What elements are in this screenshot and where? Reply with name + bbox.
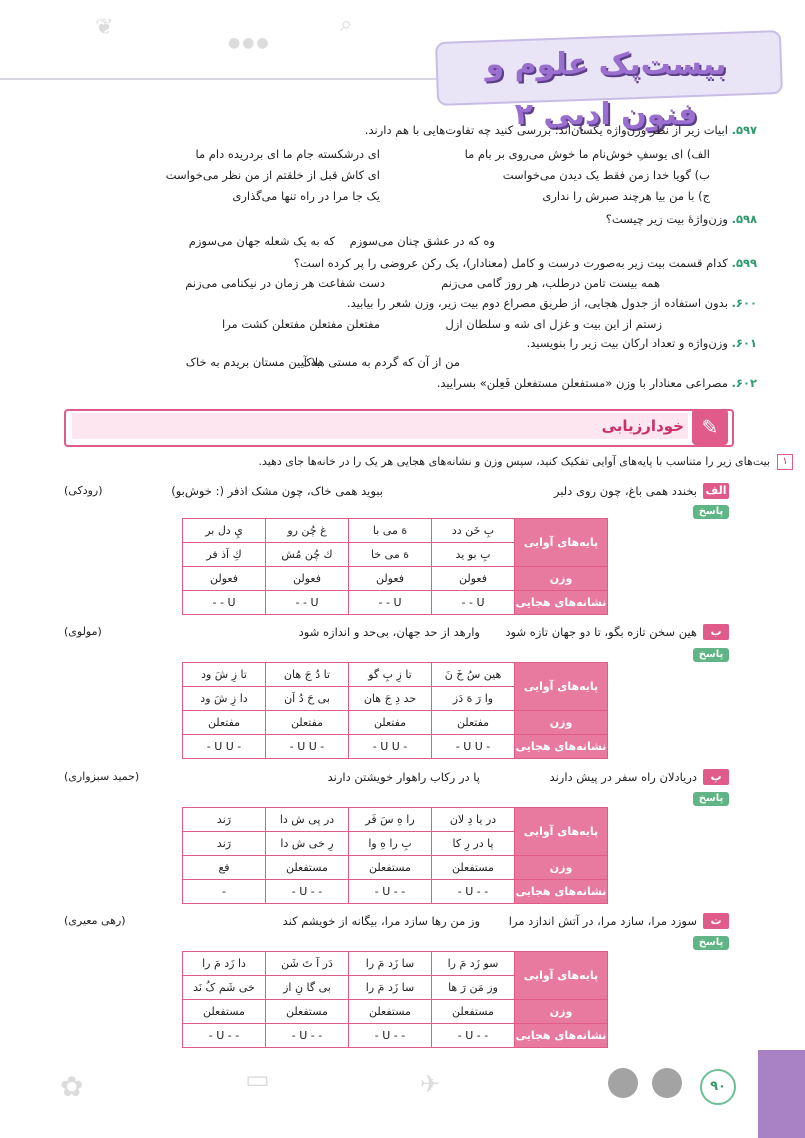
- verse-right: هین سخن تازه بگو، تا دو جهان تازه شود: [505, 625, 697, 639]
- table-cell: مفتعلن: [349, 711, 432, 735]
- verse-left: یک جا مرا در راه تنها می‌گذاری: [232, 189, 380, 203]
- item-tag: الف: [703, 483, 729, 499]
- question-602: ۶۰۲. مصراعی معنادار با وزن «مستفعلن مستفعلن فَعِلن» بسرایید.: [436, 376, 757, 390]
- table-cell: - - U -: [432, 1024, 515, 1048]
- verse-right: الف) ای یوسفِ خوش‌نام ما خوش می‌روی بر بام ما: [464, 147, 710, 161]
- verse-left: وز من رها سازد مرا، بیگانه از خویشم کند: [282, 914, 480, 928]
- wallet-doodle-icon: ▭: [245, 1065, 270, 1095]
- table-cell: در پی ش دا: [266, 808, 349, 832]
- bird-doodle-icon: ✈: [420, 1070, 441, 1098]
- table-cell: ك چُن مُش: [266, 543, 349, 567]
- nav-dot: [608, 1068, 638, 1098]
- table-cell: مستفعلن: [266, 856, 349, 880]
- verse-left: ای درشکسته جام ما ای بردریده دام ما: [195, 147, 380, 161]
- table-cell: U - -: [432, 591, 515, 615]
- row-label: وزن: [515, 1000, 608, 1024]
- exercise-number: ۱: [777, 454, 793, 470]
- flower-doodle-icon: ✿: [60, 1070, 84, 1103]
- table-cell: فعولن: [349, 567, 432, 591]
- table-cell: مستفعلن: [349, 856, 432, 880]
- table-cell: رَند: [183, 832, 266, 856]
- table-cell: رِ خی ش دا: [266, 832, 349, 856]
- magnifier-doodle-icon: ⌕: [340, 12, 353, 37]
- verse-right: زستم از این بیت و غزل ای شه و سلطان ازل: [445, 317, 662, 331]
- table-cell: - U U -: [266, 735, 349, 759]
- table-cell: بِ خَن دد: [432, 519, 515, 543]
- table-cell: - U U -: [349, 735, 432, 759]
- table-cell: فع: [183, 856, 266, 880]
- table-cell: سا زَد مَ را: [349, 952, 432, 976]
- table-cell: -: [183, 880, 266, 904]
- table-cell: مفتعلن: [432, 711, 515, 735]
- page-number: ۹۰: [700, 1069, 736, 1105]
- table-cell: در یا دِ لان: [432, 808, 515, 832]
- table-cell: U - -: [266, 591, 349, 615]
- row-label: نشانه‌های هجایی: [515, 880, 608, 904]
- table-cell: كِ اَذ فر: [183, 543, 266, 567]
- poet-name: (حمید سبزواری): [64, 770, 140, 783]
- table-row: [183, 856, 608, 880]
- row-label: پایه‌های آوایی: [515, 952, 608, 1000]
- table-cell: فعولن: [432, 567, 515, 591]
- row-label: وزن: [515, 711, 608, 735]
- table-cell: بِ بو يد: [432, 543, 515, 567]
- table-cell: مفتعلن: [266, 711, 349, 735]
- table-cell: مفتعلن: [183, 711, 266, 735]
- chapter-side-tab: [758, 1050, 805, 1138]
- table-cell: U - -: [349, 591, 432, 615]
- table-row: [183, 735, 608, 759]
- dots-doodle-icon: ●●●: [228, 35, 271, 51]
- question-597: ۵۹۷. ابیات زیر از نظر وزن‌واژه یکسان‌اند؛ بررسی کنید چه تفاوت‌هایی با هم دارند.: [364, 123, 757, 137]
- table-row: [183, 952, 608, 976]
- verse-right: دریادلان راه سفر در پیش دارند: [549, 770, 697, 784]
- table-cell: U - -: [183, 591, 266, 615]
- table-row: [183, 880, 608, 904]
- section-title: خودارزیابی: [601, 417, 684, 435]
- verse-left: ای کاش قبل از خلقتم از من نظر می‌خواست: [165, 168, 380, 182]
- table-cell: هین سُ خَ نَ: [432, 663, 515, 687]
- table-cell: را هِ سَ فَر: [349, 808, 432, 832]
- syllable-table: [182, 807, 608, 904]
- question-600: ۶۰۰. بدون استفاده از جدول هجایی، از طریق مصراع دوم بیت زیر، وزن شعر را بیابید.: [346, 296, 757, 310]
- verse-left: به آیین مستان بریدم به خاک: [185, 355, 320, 369]
- row-label: پایه‌های آوایی: [515, 519, 608, 567]
- table-cell: بِ را هِ وا: [349, 832, 432, 856]
- table-cell: تا زِ بِ گو: [349, 663, 432, 687]
- table-row: [183, 808, 608, 832]
- table-row: [183, 519, 608, 543]
- table-cell: - - U -: [266, 1024, 349, 1048]
- table-cell: پا در رِ کا: [432, 832, 515, 856]
- header-divider: [0, 78, 440, 80]
- table-row: [183, 1024, 608, 1048]
- table-cell: هَ مى با: [349, 519, 432, 543]
- table-cell: تا زِ شَ ود: [183, 663, 266, 687]
- verse-right: ب) گویا خدا زمن فقط یک دیدن می‌خواست: [502, 168, 710, 182]
- item-tag: ب: [703, 624, 729, 640]
- verse-left: ببوید همی خاک، چون مشک اذفر (: خوش‌بو): [171, 484, 383, 498]
- row-label: پایه‌های آوایی: [515, 663, 608, 711]
- table-row: [183, 663, 608, 687]
- syllable-table: [182, 662, 608, 759]
- verse-right: من از آن که گردم به مستی هلاک: [301, 355, 460, 369]
- table-cell: غ چُن رو: [266, 519, 349, 543]
- row-label: نشانه‌های هجایی: [515, 1024, 608, 1048]
- table-cell: يِ دل بر: [183, 519, 266, 543]
- item-tag: ت: [703, 913, 729, 929]
- table-cell: وز مَن رَ ها: [432, 976, 515, 1000]
- poet-name: (رهی معیری): [64, 914, 126, 927]
- answer-label: پاسخ: [693, 792, 729, 806]
- row-label: پایه‌های آوایی: [515, 808, 608, 856]
- table-cell: بی حَ دُ اَن: [266, 687, 349, 711]
- table-cell: - - U -: [266, 880, 349, 904]
- table-cell: خی شَم کُ نَد: [183, 976, 266, 1000]
- table-cell: مستفعلن: [183, 1000, 266, 1024]
- table-cell: حد دِ جَ هان: [349, 687, 432, 711]
- question-599: ۵۹۹. کدام قسمت بیت زیر به‌صورت درست و کامل (معنادار)، یک رکن عروضی را پر کرده است؟: [293, 256, 757, 270]
- verse-left: که به یک شعله جهان می‌سوزم: [188, 234, 335, 248]
- verse-left: پا در رکاب راهوار خویشتن دارند: [327, 770, 480, 784]
- question-601: ۶۰۱. وزن‌واژه و تعداد ارکان بیت زیر را بنویسید.: [526, 336, 757, 350]
- table-cell: رَند: [183, 808, 266, 832]
- item-tag: پ: [703, 769, 729, 785]
- verse-right: سوزد مرا، سازد مرا، در آتش اندازد مرا: [508, 914, 697, 928]
- verse-right: وه که در عشق چنان می‌سوزم: [349, 234, 495, 248]
- table-cell: - U U -: [183, 735, 266, 759]
- table-cell: مستفعلن: [432, 856, 515, 880]
- table-cell: بی گا نِ از: [266, 976, 349, 1000]
- table-row: [183, 567, 608, 591]
- book-title: بیست‌پک علوم و فنون ادبی ۲: [485, 47, 727, 132]
- answer-label: پاسخ: [693, 936, 729, 950]
- answer-label: پاسخ: [693, 648, 729, 662]
- table-cell: دا زَد مَ را: [183, 952, 266, 976]
- table-cell: تا دُ جَ هان: [266, 663, 349, 687]
- table-cell: مستفعلن: [266, 1000, 349, 1024]
- verse-right: همه بیست تامن درطلب، هر روز گامی می‌زنم: [441, 276, 660, 290]
- poet-name: (رودکی): [64, 484, 103, 497]
- verse-right: ج) با من بیا هرچند صبرش را ندارى: [542, 189, 710, 203]
- poet-name: (مولوی): [64, 625, 102, 638]
- table-row: [183, 711, 608, 735]
- table-cell: - - U -: [349, 1024, 432, 1048]
- syllable-table: [182, 951, 608, 1048]
- verse-left: دست شفاعت هر زمان در نیکنامی می‌زنم: [185, 276, 385, 290]
- verse-left: مفتعلن مفتعلن مفتعلن کشت مرا: [221, 317, 380, 331]
- question-598: ۵۹۸. وزن‌واژهٔ بیت زیر چیست؟: [605, 212, 757, 226]
- verse-right: بخندد همی باغ، چون روی دلبر: [553, 484, 697, 498]
- pencil-note-icon: ✎: [692, 409, 728, 445]
- row-label: نشانه‌های هجایی: [515, 591, 608, 615]
- table-cell: فعولن: [183, 567, 266, 591]
- row-label: وزن: [515, 567, 608, 591]
- exercise-instruction: بیت‌های زیر را متناسب با پایه‌های آوایی تفکیک کنید، سپس وزن و نشانه‌های هجایی هر یک را در خانه‌ها جای دهید.: [258, 455, 770, 468]
- table-cell: سا زَد مَ را: [349, 976, 432, 1000]
- table-row: [183, 591, 608, 615]
- table-cell: مستفعلن: [432, 1000, 515, 1024]
- row-label: نشانه‌های هجایی: [515, 735, 608, 759]
- answer-label: پاسخ: [693, 505, 729, 519]
- table-cell: - - U -: [432, 880, 515, 904]
- table-cell: وا رَ هَ دَز: [432, 687, 515, 711]
- nav-dot: [652, 1068, 682, 1098]
- leaf-doodle-icon: ❦: [95, 15, 114, 40]
- table-cell: دا زِ شَ ود: [183, 687, 266, 711]
- table-cell: - - U -: [183, 1024, 266, 1048]
- table-cell: هَ مى خا: [349, 543, 432, 567]
- table-row: [183, 1000, 608, 1024]
- table-cell: - U U -: [432, 735, 515, 759]
- verse-left: وارهد از حد جهان، بی‌حد و اندازه شود: [298, 625, 480, 639]
- table-cell: مستفعلن: [349, 1000, 432, 1024]
- table-cell: سو زَد مَ را: [432, 952, 515, 976]
- syllable-table: [182, 518, 608, 615]
- row-label: وزن: [515, 856, 608, 880]
- table-cell: - - U -: [349, 880, 432, 904]
- table-cell: دَر آ تَ شَن: [266, 952, 349, 976]
- table-cell: فعولن: [266, 567, 349, 591]
